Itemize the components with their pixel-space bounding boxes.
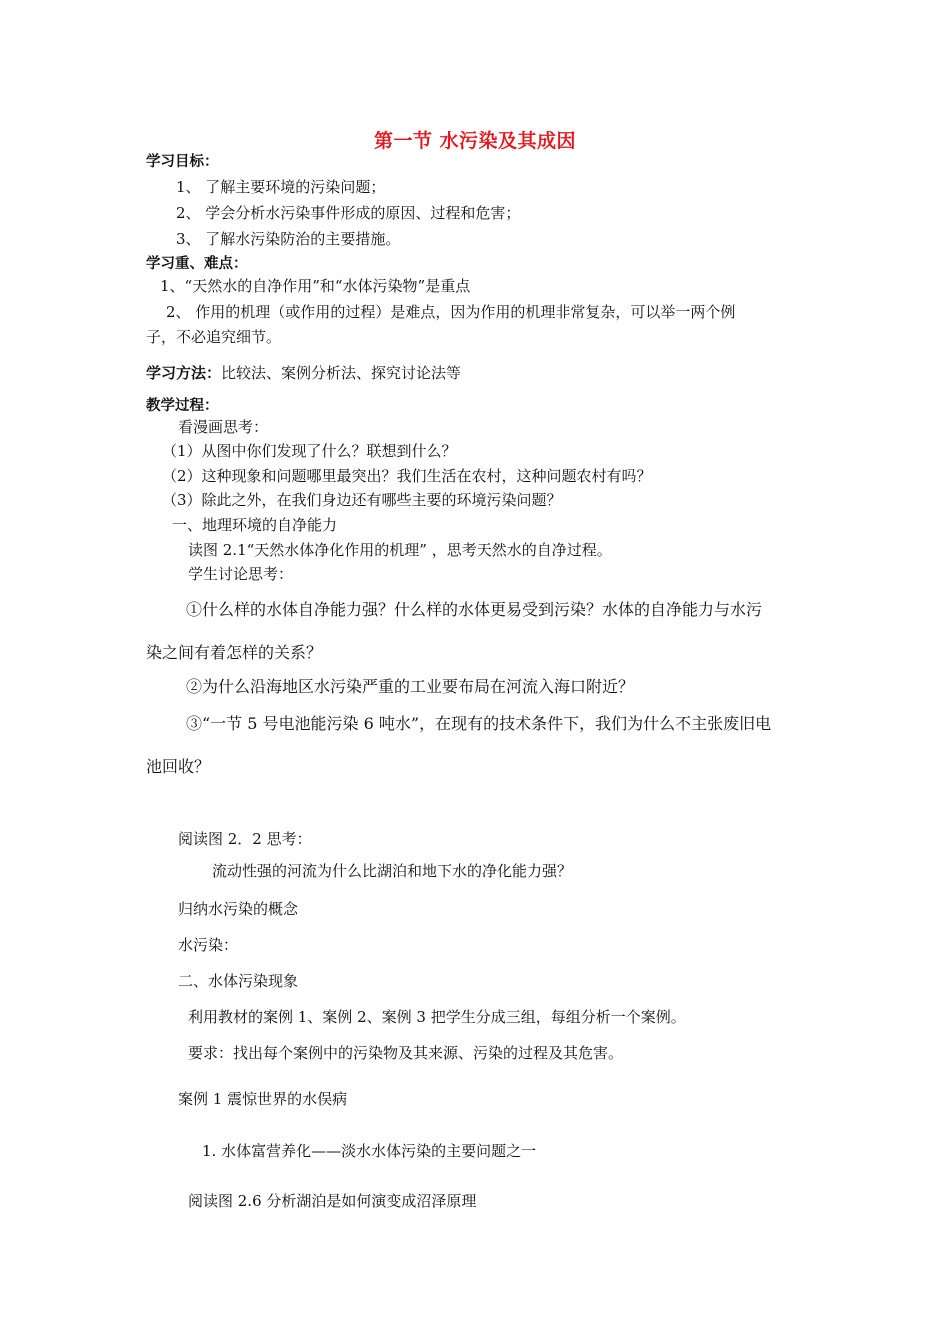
goals-heading: 学习目标： <box>146 154 219 170</box>
method-text: 比较法、案例分析法、探究讨论法等 <box>221 364 462 382</box>
section-heading: 二、水体污染现象 <box>178 972 299 990</box>
process-heading: 教学过程： <box>146 398 219 414</box>
process-line: 流动性强的河流为什么比湖泊和地下水的净化能力强？ <box>212 862 573 880</box>
process-line: 阅读图 2.6 分析湖泊是如何演变成沼泽原理 <box>188 1192 477 1210</box>
process-line: 读图 2.1“天然水体净化作用的机理” ，思考天然水的自净过程。 <box>188 541 612 559</box>
process-line: 要求：找出每个案例中的污染物及其来源、污染的过程及其危害。 <box>188 1044 624 1062</box>
discussion-question: ③“一节 5 号电池能污染 6 吨水”，在现有的技术条件下，我们为什么不主张废旧电 <box>186 714 772 733</box>
key-item: 2、 作用的机理（或作用的过程）是难点，因为作用的机理非常复杂，可以举一两个例 <box>166 303 736 321</box>
key-item: 1、“天然水的自净作用”和“水体污染物”是重点 <box>160 277 471 295</box>
process-line: （2）这种现象和问题哪里最突出？我们生活在农村，这种问题农村有吗？ <box>162 467 652 485</box>
method-heading: 学习方法： <box>146 364 222 382</box>
subsection-heading: 1. 水体富营养化——淡水水体污染的主要问题之一 <box>202 1142 537 1160</box>
discussion-question: ①什么样的水体自净能力强？什么样的水体更易受到污染？水体的自净能力与水污 <box>186 600 763 619</box>
process-line: （1）从图中你们发现了什么？联想到什么？ <box>162 442 457 460</box>
process-line: 学生讨论思考： <box>188 565 294 583</box>
discussion-question-continued: 池回收？ <box>146 757 211 776</box>
process-line: 利用教材的案例 1、案例 2、案例 3 把学生分成三组，每组分析一个案例。 <box>188 1008 686 1026</box>
process-line: 归纳水污染的概念 <box>178 900 299 918</box>
discussion-question-continued: 染之间有着怎样的关系？ <box>146 643 323 662</box>
process-line: 看漫画思考： <box>178 418 269 436</box>
section-heading: 一、地理环境的自净能力 <box>172 516 338 534</box>
method-line <box>146 363 461 383</box>
key-item-continued: 子，不必追究细节。 <box>146 328 282 346</box>
page-title: 第一节 水污染及其成因 <box>373 130 577 152</box>
process-line: （3）除此之外，在我们身边还有哪些主要的环境污染问题？ <box>162 491 562 509</box>
key-heading: 学习重、难点： <box>146 256 248 272</box>
case-title: 案例 1 震惊世界的水俣病 <box>178 1090 348 1108</box>
goal-item: 2、 学会分析水污染事件形成的原因、过程和危害； <box>176 204 521 222</box>
discussion-question: ②为什么沿海地区水污染严重的工业要布局在河流入海口附近？ <box>186 677 635 696</box>
process-line: 水污染： <box>178 936 239 954</box>
process-line: 阅读图 2．2 思考： <box>178 830 312 848</box>
goal-item: 3、 了解水污染防治的主要措施。 <box>176 230 401 248</box>
goal-item: 1、 了解主要环境的污染问题； <box>176 178 386 196</box>
